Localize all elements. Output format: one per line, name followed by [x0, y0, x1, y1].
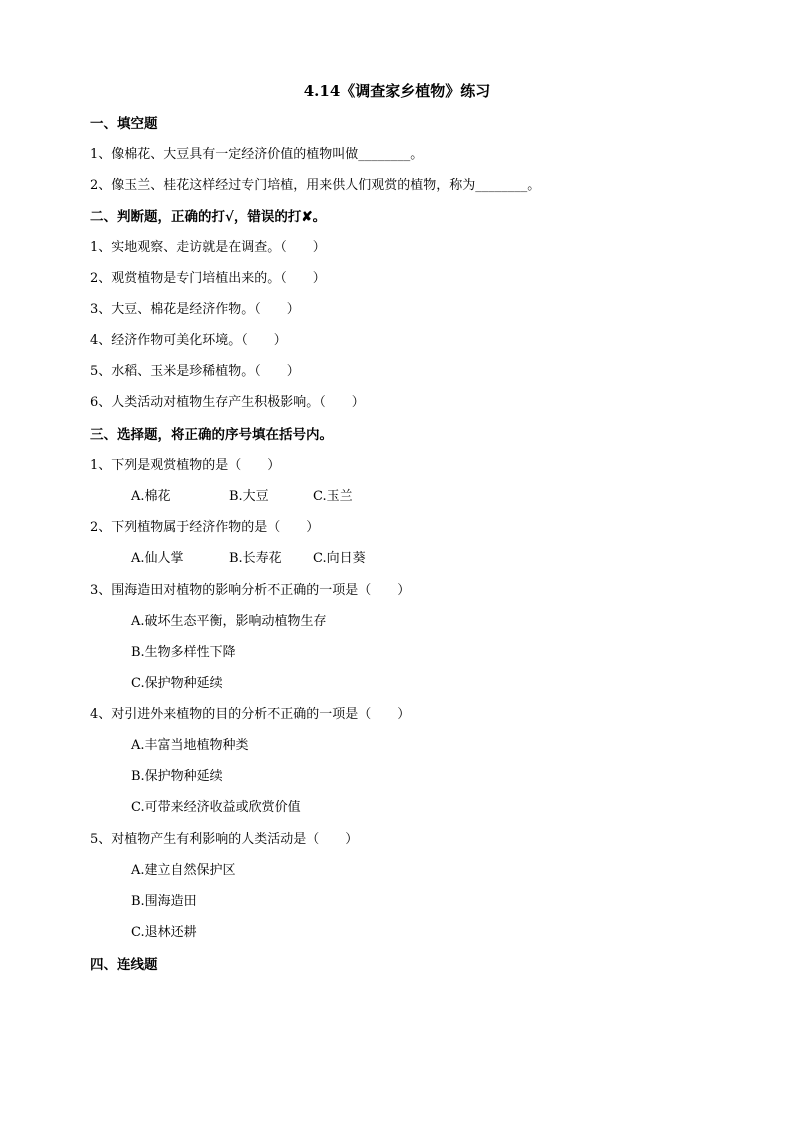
choice-question-2-option-a: A.仙人掌 — [131, 551, 184, 566]
choice-question-5-option-a: A.建立自然保护区 — [131, 863, 236, 878]
choice-question-2-stem: 2、下列植物属于经济作物的是（ ） — [90, 520, 320, 535]
choice-question-1-option-b: B.大豆 — [229, 489, 269, 504]
choice-question-2-option-c: C.向日葵 — [313, 551, 366, 566]
choice-question-1-option-a: A.棉花 — [131, 489, 171, 504]
section-heading-fill-blank: 一、填空题 — [90, 116, 158, 132]
choice-question-1-option-c: C.玉兰 — [313, 489, 353, 504]
choice-question-3-stem: 3、围海造田对植物的影响分析不正确的一项是（ ） — [90, 583, 411, 598]
section-heading-true-false: 二、判断题，正确的打√，错误的打✘。 — [90, 209, 327, 225]
page-title: 4.14《调查家乡植物》练习 — [303, 82, 491, 100]
choice-question-5-option-b: B.围海造田 — [131, 894, 197, 909]
fill-blank-question-2: 2、像玉兰、桂花这样经过专门培植，用来供人们观赏的植物，称为________。 — [90, 178, 541, 193]
true-false-item-4: 4、经济作物可美化环境。（ ） — [90, 333, 287, 348]
choice-question-3-option-b: B.生物多样性下降 — [131, 645, 236, 660]
choice-question-3-option-c: C.保护物种延续 — [131, 676, 223, 691]
true-false-item-1: 1、实地观察、走访就是在调查。（ ） — [90, 240, 326, 255]
choice-question-3-option-a: A.破坏生态平衡，影响动植物生存 — [131, 614, 327, 629]
choice-question-4-option-b: B.保护物种延续 — [131, 769, 223, 784]
choice-question-4-option-a: A.丰富当地植物种类 — [131, 738, 249, 753]
choice-question-4-option-c: C.可带来经济收益或欣赏价值 — [131, 800, 301, 815]
choice-question-5-option-c: C.退林还耕 — [131, 925, 197, 940]
choice-question-1-stem: 1、下列是观赏植物的是（ ） — [90, 458, 281, 473]
true-false-item-3: 3、大豆、棉花是经济作物。（ ） — [90, 302, 300, 317]
true-false-item-5: 5、水稻、玉米是珍稀植物。（ ） — [90, 364, 300, 379]
section-heading-matching: 四、连线题 — [90, 957, 158, 973]
choice-question-5-stem: 5、对植物产生有利影响的人类活动是（ ） — [90, 832, 359, 847]
choice-question-4-stem: 4、对引进外来植物的目的分析不正确的一项是（ ） — [90, 707, 411, 722]
true-false-item-6: 6、人类活动对植物生存产生积极影响。（ ） — [90, 395, 365, 410]
section-heading-multiple-choice: 三、选择题，将正确的序号填在括号内。 — [90, 427, 333, 443]
choice-question-2-option-b: B.长寿花 — [229, 551, 282, 566]
fill-blank-question-1: 1、像棉花、大豆具有一定经济价值的植物叫做________。 — [90, 147, 424, 162]
true-false-item-2: 2、观赏植物是专门培植出来的。（ ） — [90, 271, 326, 286]
